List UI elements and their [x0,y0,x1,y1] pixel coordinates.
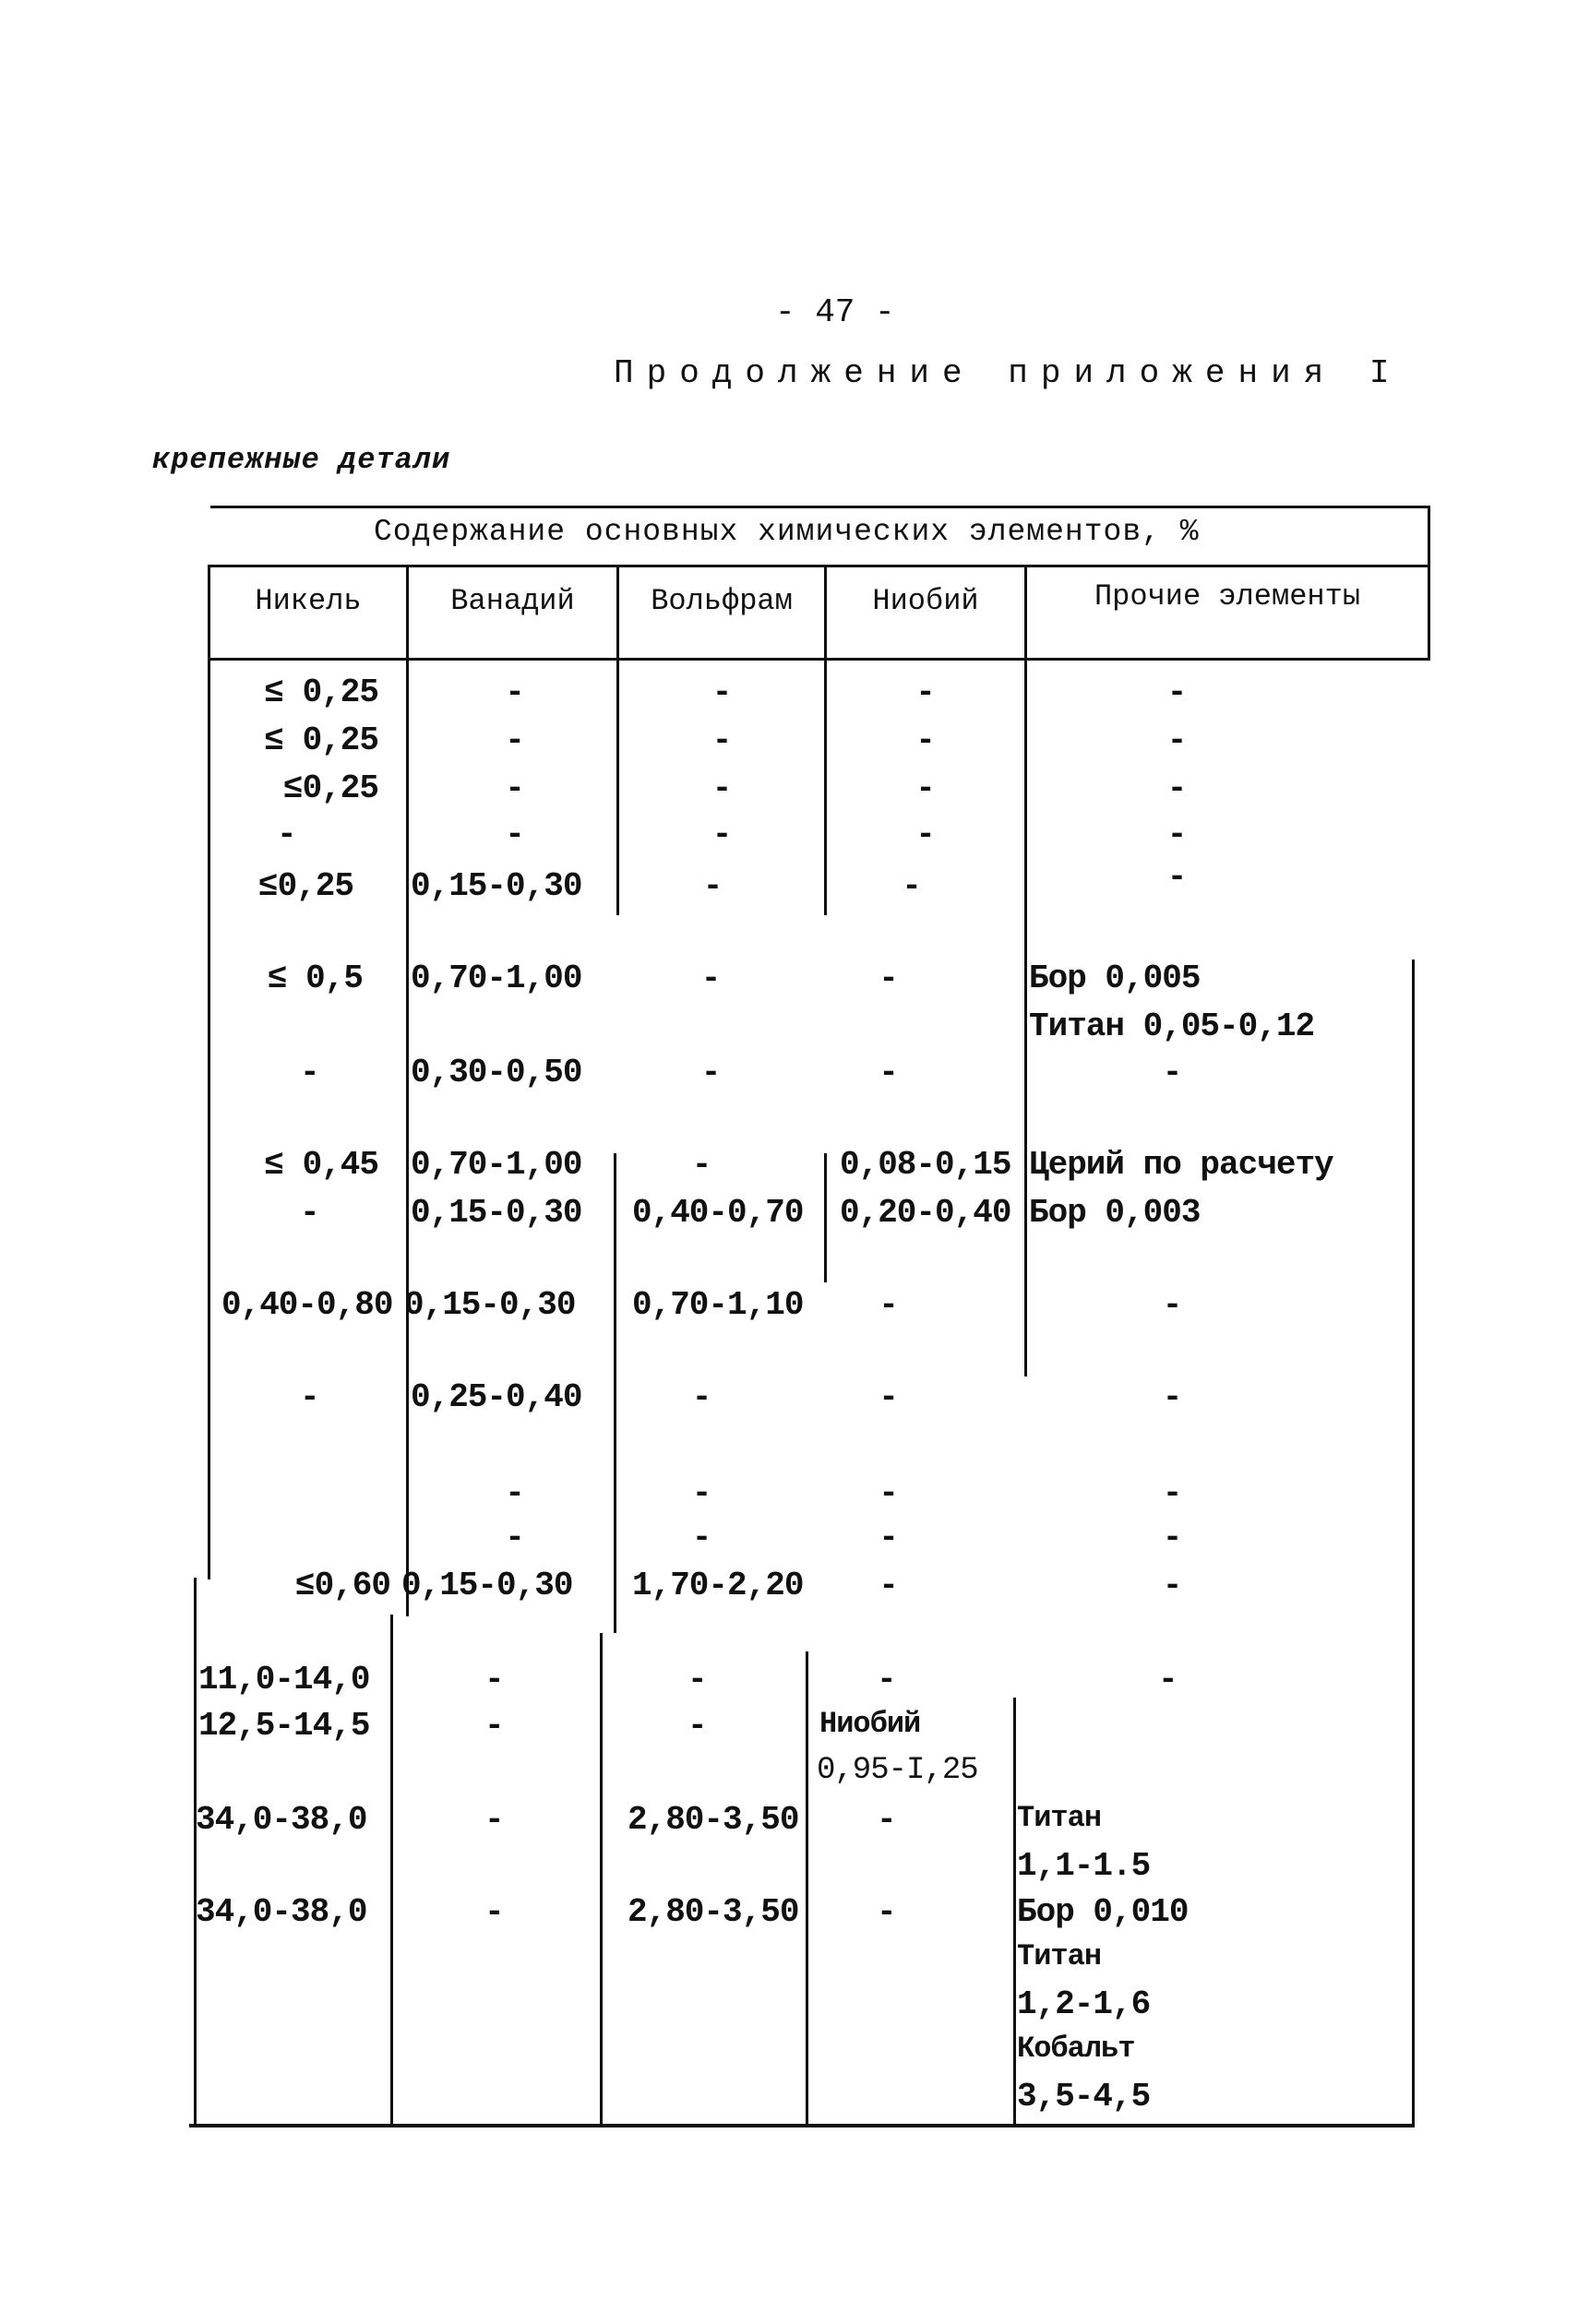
table-cell: Титан [1017,1801,1102,1835]
table-cell: - [484,1801,504,1839]
table-cell: - [1166,816,1187,853]
table-cell: Кобальт [1017,2032,1135,2066]
column-separator [390,1615,393,2126]
table-cell: 0,30-0,50 [411,1054,582,1091]
table-cell: - [915,721,935,759]
header-nickel: Никель [255,584,362,618]
table-cell: - [915,769,935,807]
table-cell: ≤ 0,45 [264,1146,378,1184]
header-bottom-border [208,658,1430,661]
table-cell: - [902,867,921,905]
header-vanadium: Ванадий [450,584,575,618]
table-cell: - [691,1519,711,1556]
table-cell: - [879,1054,898,1091]
table-cell: - [484,1661,504,1698]
table-cell: - [915,816,935,853]
table-cell: - [484,1707,504,1745]
table-cell: 0,08-0,15 [840,1146,1011,1184]
table-cell: - [505,721,524,759]
table-cell: - [879,1378,898,1416]
table-cell: 3,5-4,5 [1017,2078,1151,2115]
table-cell: - [879,1519,898,1556]
table-cell: - [711,721,732,759]
table-cell: 0,15-0,30 [401,1567,573,1604]
table-cell: - [877,1661,896,1698]
table-cell: 0,40-0,80 [221,1286,393,1324]
table-cell: ≤ 0,25 [264,673,378,711]
table-cell: - [877,1893,896,1931]
column-separator [806,1651,808,2126]
column-separator [1024,565,1027,1377]
table-cell: - [1162,1474,1182,1512]
table-left-border [208,565,210,1579]
table-cell: - [877,1801,896,1839]
table-cell: - [691,1474,711,1512]
table-cell: ≤ 0,25 [264,721,378,759]
column-separator [600,1633,603,2126]
table-cell: - [879,1567,898,1604]
table-cell: Бор 0,010 [1017,1893,1189,1931]
table-cell: ≤0,60 [294,1567,390,1604]
column-separator [406,565,409,1616]
table-cell: - [300,1054,319,1091]
table-cell: - [505,816,524,853]
table-cell: - [879,959,898,997]
table-caption: Содержание основных химических элементов, % [374,515,1200,549]
page-number: - 47 - [775,293,895,331]
table-cell: 34,0-38,0 [196,1801,367,1839]
table-cell: 11,0-14,0 [198,1661,370,1698]
table-cell: - [505,769,524,807]
table-cell: - [700,959,721,997]
table-cell: - [505,1474,524,1512]
table-top-border [210,506,1430,508]
header-other-elements: Прочие элементы [1094,579,1361,614]
table-cell: - [687,1661,707,1698]
continuation-title: Продолжение приложения I [614,354,1403,392]
table-cell: 1,1-1.5 [1017,1847,1151,1885]
table-cell: - [1158,1661,1178,1698]
header-niobium: Ниобий [872,584,979,618]
table-cell: - [691,1146,711,1184]
table-cell: - [1162,1054,1182,1091]
table-cell: - [1162,1567,1182,1604]
table-cell: Церий по расчету [1029,1146,1333,1184]
table-cell: - [711,673,732,711]
table-cell: ≤0,25 [282,769,378,807]
table-cell: Ниобий [819,1707,921,1741]
table-cell: 12,5-14,5 [198,1707,370,1745]
table-cell: 0,20-0,40 [840,1194,1011,1232]
column-separator [824,1153,827,1282]
column-separator [1013,1698,1016,2126]
table-cell: Бор 0,003 [1029,1194,1201,1232]
table-cell: - [700,1054,721,1091]
table-cell: - [1166,673,1187,711]
table-cell: Титан [1017,1939,1102,1973]
table-left-border-lower [194,1578,197,2126]
table-cell: 0,15-0,30 [411,867,582,905]
table-cell: - [691,1378,711,1416]
header-tungsten: Вольфрам [651,584,793,618]
table-cell: - [1166,721,1187,759]
table-cell: Бор 0,005 [1029,959,1201,997]
table-cell: 0,40-0,70 [632,1194,804,1232]
caption-bottom-border [208,565,1430,567]
table-cell: - [300,1378,319,1416]
table-cell: 1,2-1,6 [1017,1985,1151,2023]
table-right-border [1428,506,1430,659]
table-right-border-lower [1412,959,1415,2126]
table-cell: ≤ 0,5 [267,959,363,997]
table-cell: 0,95-I,25 [817,1753,978,1788]
table-cell: - [1162,1286,1182,1324]
table-cell: - [1166,858,1187,896]
table-cell: - [277,816,296,853]
table-cell: 0,70-1,00 [411,1146,582,1184]
table-cell: 0,70-1,00 [411,959,582,997]
table-cell: - [1166,769,1187,807]
table-cell: 0,15-0,30 [404,1286,576,1324]
table-cell: 34,0-38,0 [196,1893,367,1931]
table-cell: - [1162,1519,1182,1556]
table-cell: - [484,1893,504,1931]
table-cell: - [505,1519,524,1556]
table-cell: Титан 0,05-0,12 [1029,1007,1315,1045]
section-subtitle: крепежные детали [152,443,451,477]
table-cell: - [711,769,732,807]
table-cell: - [687,1707,707,1745]
table-cell: - [879,1286,898,1324]
table-cell: - [702,867,723,905]
table-cell: 0,25-0,40 [411,1378,582,1416]
table-cell: - [879,1474,898,1512]
table-cell: - [711,816,732,853]
table-cell: - [505,673,524,711]
table-cell: 0,15-0,30 [411,1194,582,1232]
table-cell: - [300,1194,319,1232]
table-bottom-border [189,2124,1415,2127]
table-cell: - [1162,1378,1182,1416]
table-cell: 0,70-1,10 [632,1286,804,1324]
table-cell: 2,80-3,50 [628,1801,799,1839]
table-cell: ≤0,25 [257,867,353,905]
table-cell: - [915,673,935,711]
table-cell: 2,80-3,50 [628,1893,799,1931]
table-cell: 1,70-2,20 [632,1567,804,1604]
